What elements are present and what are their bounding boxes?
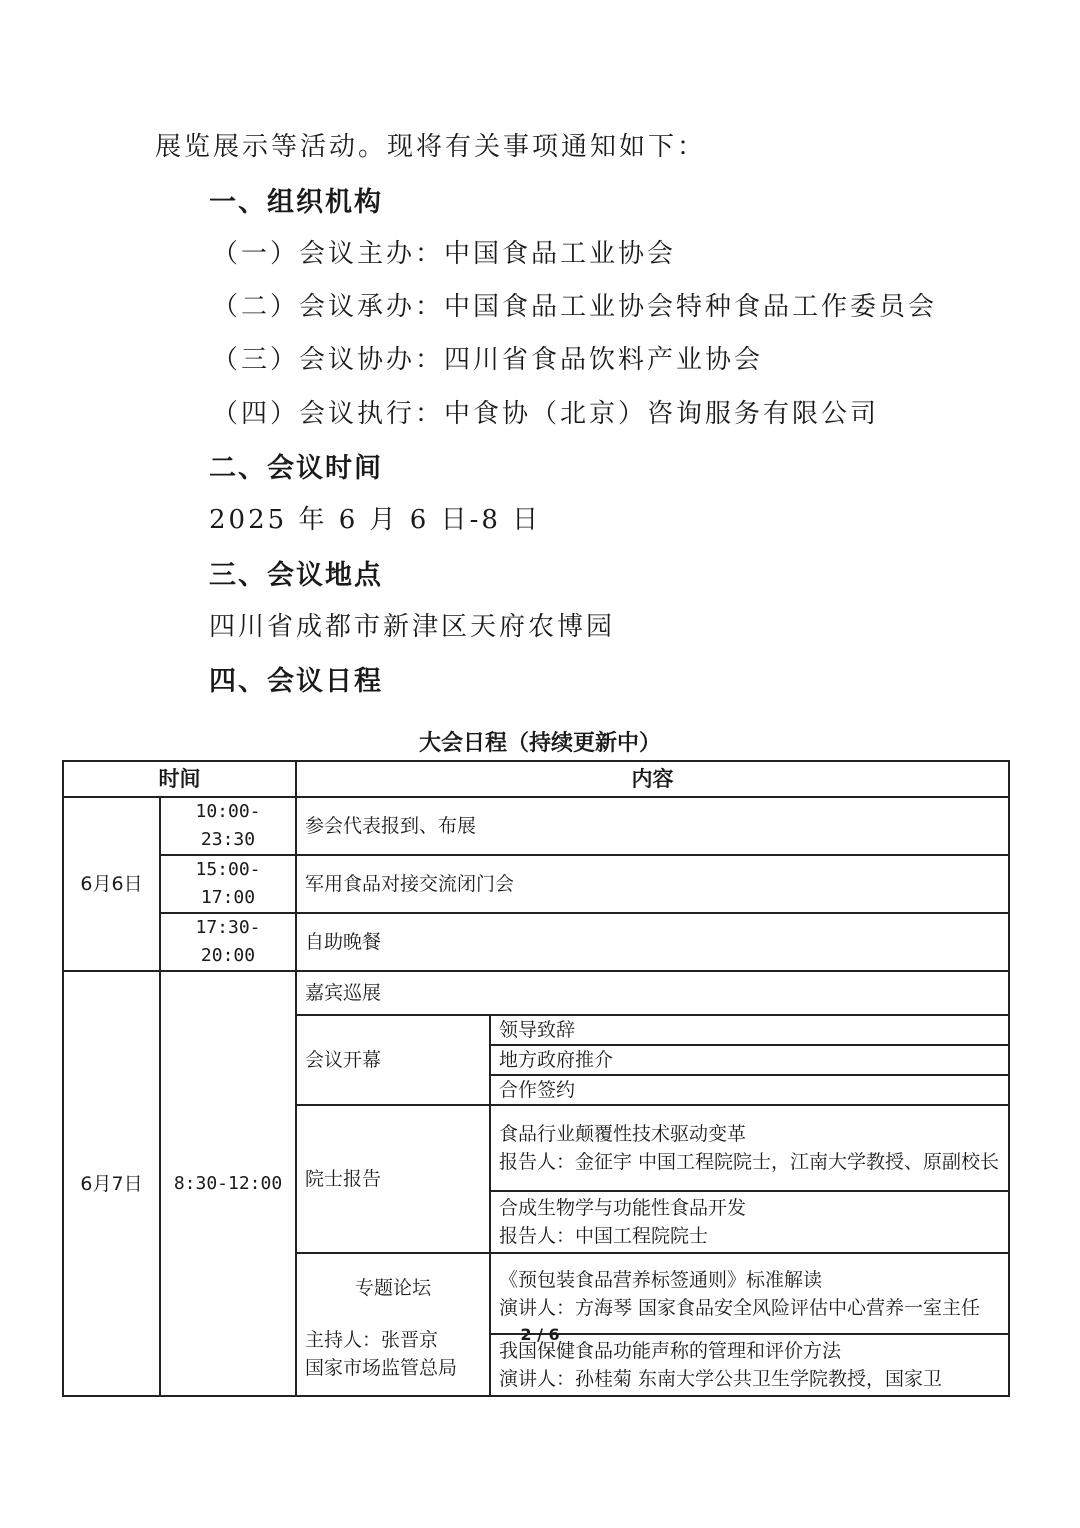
academician-talk-2 <box>490 1191 1009 1253</box>
section-schedule-title: 四、会议日程 <box>209 666 383 697</box>
intro-line: 展览展示等活动。现将有关事项通知如下： <box>155 132 707 162</box>
talk-title: 食品行业颠覆性技术驱动变革 <box>499 1123 747 1145</box>
org-item-host: （一）会议主办：中国食品工业协会 <box>212 239 677 269</box>
talk-title: 合成生物学与功能性食品开发 <box>499 1197 747 1219</box>
header-time: 时间 <box>63 761 296 797</box>
day1-row2-time: 15:00-17:00 <box>160 855 296 913</box>
opening-item-speech: 领导致辞 <box>490 1015 1009 1045</box>
talk-title: 《预包装食品营养标签通则》标准解读 <box>499 1268 823 1291</box>
section-org-title: 一、组织机构 <box>209 187 383 218</box>
page-number: 2 / 6 <box>520 1325 560 1344</box>
talk-speaker: 演讲人：方海琴 国家食品安全风险评估中心营养一室主任 <box>499 1296 981 1319</box>
day1-row1-content: 参会代表报到、布展 <box>296 797 1009 855</box>
opening-item-promotion: 地方政府推介 <box>490 1045 1009 1075</box>
schedule-table-title: 大会日程（持续更新中） <box>418 731 661 756</box>
talk-title: 我国保健食品功能声称的管理和评价方法 <box>499 1340 842 1362</box>
day1-row3-time: 17:30-20:00 <box>160 913 296 971</box>
schedule-table <box>62 760 1010 1397</box>
day1-row1-time: 10:00-23:30 <box>160 797 296 855</box>
forum-label: 专题论坛 <box>354 1276 431 1299</box>
table-header-row <box>63 761 1009 797</box>
day2-time: 8:30-12:00 <box>160 971 296 1396</box>
forum-talk-1 <box>490 1253 1009 1334</box>
day1-row3-content: 自助晚餐 <box>296 913 1009 971</box>
opening-label: 会议开幕 <box>296 1015 490 1105</box>
table-row <box>63 971 1009 1015</box>
table-row <box>63 855 1009 913</box>
table-row <box>63 913 1009 971</box>
org-item-organizer: （二）会议承办：中国食品工业协会特种食品工作委员会 <box>212 292 938 322</box>
opening-item-signing: 合作签约 <box>490 1075 1009 1105</box>
header-content: 内容 <box>296 761 1009 797</box>
section-time-title: 二、会议时间 <box>209 453 383 484</box>
section-place-title: 三、会议地点 <box>209 560 383 591</box>
talk-speaker: 演讲人：孙桂菊 东南大学公共卫生学院教授，国家卫 <box>499 1368 943 1390</box>
day1-date: 6月6日 <box>63 797 160 971</box>
forum-host: 主持人：张晋京 <box>305 1328 439 1351</box>
table-row <box>63 797 1009 855</box>
forum-host-org: 国家市场监管总局 <box>305 1356 458 1379</box>
day2-date: 6月7日 <box>63 971 160 1396</box>
day1-row2-content: 军用食品对接交流闭门会 <box>296 855 1009 913</box>
meeting-time: 2025 年 6 月 6 日-8 日 <box>209 505 542 535</box>
talk-speaker: 报告人：中国工程院院士 <box>499 1225 709 1247</box>
talk-speaker: 报告人：金征宇 中国工程院院士，江南大学教授、原副校长 <box>499 1151 1000 1173</box>
day2-tour: 嘉宾巡展 <box>296 971 1009 1015</box>
academician-talk-1 <box>490 1105 1009 1191</box>
org-item-executor: （四）会议执行：中食协（北京）咨询服务有限公司 <box>212 399 880 429</box>
org-item-coorganizer: （三）会议协办：四川省食品饮料产业协会 <box>212 345 764 375</box>
meeting-place: 四川省成都市新津区天府农博园 <box>209 612 616 642</box>
academician-label: 院士报告 <box>296 1105 490 1253</box>
